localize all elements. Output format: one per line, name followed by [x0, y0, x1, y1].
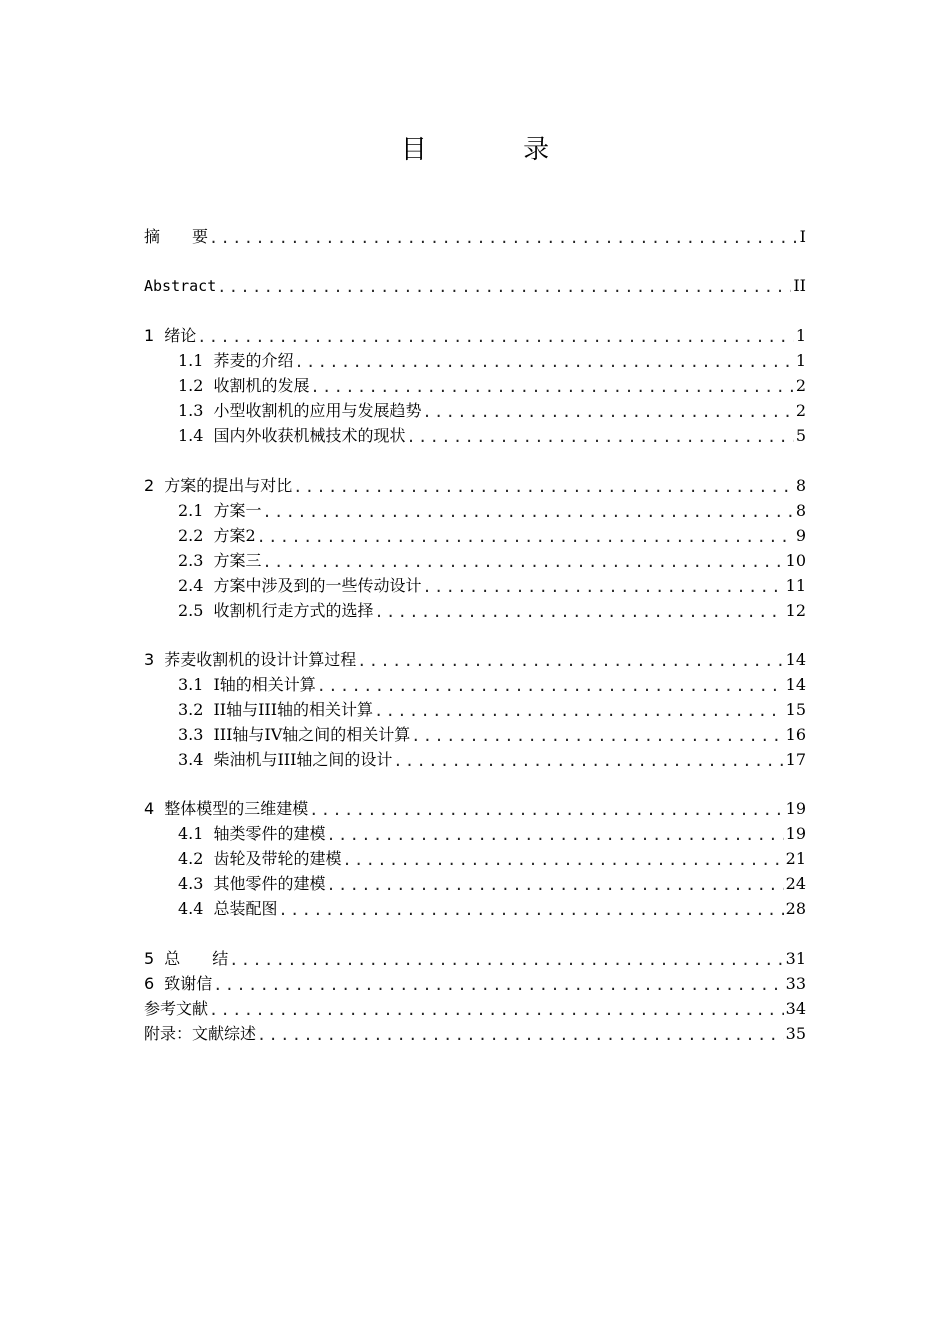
toc-entry-number: 2.3 — [178, 551, 204, 570]
toc-leader-dots — [357, 651, 783, 671]
toc-entry-page: 5 — [795, 426, 806, 445]
toc-entry-page: 28 — [785, 899, 806, 918]
toc-subentry[interactable] — [178, 699, 806, 721]
toc-subentry[interactable] — [178, 375, 806, 397]
toc-subentry[interactable] — [178, 873, 806, 895]
toc-entry-number: 1.1 — [178, 351, 204, 370]
toc-entry-number: 3.3 — [178, 725, 204, 744]
toc-entry[interactable] — [144, 973, 806, 995]
toc-entry[interactable] — [144, 649, 806, 671]
page-title: 目 录 — [400, 135, 594, 165]
toc-entry-label: 参考文献 — [144, 999, 209, 1018]
toc-entry-page: 31 — [785, 949, 806, 968]
toc-entry-page: 19 — [785, 799, 806, 818]
toc-entry-page: 10 — [785, 551, 806, 570]
toc-entry-label: 收割机行走方式的选择 — [213, 601, 374, 620]
toc-entry-label: 方案2 — [213, 526, 256, 545]
toc-entry-number: 6 — [144, 974, 155, 993]
toc-leader-dots — [229, 950, 783, 970]
toc-leader-dots — [309, 800, 783, 820]
toc-leader-dots — [293, 477, 794, 497]
toc-entry-label: 国内外收获机械技术的现状 — [213, 426, 406, 445]
toc-subentry[interactable] — [178, 350, 806, 372]
toc-leader-dots — [213, 975, 783, 995]
toc-entry-page: 11 — [785, 576, 806, 595]
toc-leader-dots — [197, 327, 794, 347]
toc-entry-number: 3.1 — [178, 675, 204, 694]
toc-leader-dots — [411, 726, 783, 746]
toc-leader-dots — [317, 676, 784, 696]
toc-entry-page: 2 — [795, 401, 806, 420]
toc-entry-page: 1 — [795, 326, 806, 345]
toc-entry[interactable] — [144, 948, 806, 970]
toc-entry-number: 1 — [144, 326, 155, 345]
toc-entry-label: 柴油机与III轴之间的设计 — [213, 750, 393, 769]
toc-entry[interactable] — [144, 998, 806, 1020]
toc-leader-dots — [422, 402, 793, 422]
toc-entry-label: 轴类零件的建模 — [213, 824, 326, 843]
toc-leader-dots — [262, 502, 793, 522]
toc-entry-number: 1.2 — [178, 376, 204, 395]
toc-entry-number: 1.4 — [178, 426, 204, 445]
toc-entry-number: 2.1 — [178, 501, 204, 520]
toc-entry-label: 小型收割机的应用与发展趋势 — [213, 401, 422, 420]
toc-entry[interactable] — [144, 226, 806, 248]
toc-subentry[interactable] — [178, 674, 806, 696]
toc-subentry[interactable] — [178, 525, 806, 547]
toc-leader-dots — [278, 900, 783, 920]
toc-leader-dots — [422, 577, 783, 597]
toc-leader-dots — [257, 1025, 784, 1045]
toc-entry-number: 2.2 — [178, 526, 204, 545]
toc-subentry[interactable] — [178, 823, 806, 845]
toc-entry-page: 15 — [785, 700, 806, 719]
toc-entry-label: 方案三 — [213, 551, 262, 570]
toc-subentry[interactable] — [178, 575, 806, 597]
toc-entry[interactable] — [144, 325, 806, 347]
toc-entry-label: 荞麦收割机的设计计算过程 — [164, 650, 357, 669]
toc-leader-dots — [294, 352, 793, 372]
toc-leader-dots — [374, 701, 784, 721]
toc-entry-number: 3 — [144, 650, 155, 669]
toc-entry-page: 19 — [785, 824, 806, 843]
toc-entry-page: 34 — [785, 999, 806, 1018]
toc-leader-dots — [262, 552, 783, 572]
toc-subentry[interactable] — [178, 400, 806, 422]
toc-entry-number: 4.2 — [178, 849, 204, 868]
toc-subentry[interactable] — [178, 550, 806, 572]
toc-entry-label: III轴与IV轴之间的相关计算 — [213, 725, 411, 744]
toc-leader-dots — [374, 602, 783, 622]
toc-leader-dots — [393, 751, 783, 771]
toc-entry-number: 2.4 — [178, 576, 204, 595]
toc-entry-page: 14 — [785, 675, 806, 694]
toc-entry-page: 33 — [785, 974, 806, 993]
toc-entry-label: 摘 要 — [144, 227, 209, 246]
toc-entry-page: 8 — [795, 501, 806, 520]
toc-entry-label: 总装配图 — [213, 899, 278, 918]
toc-subentry[interactable] — [178, 724, 806, 746]
toc-entry-label: 荞麦的介绍 — [213, 351, 294, 370]
toc-entry-number: 4.1 — [178, 824, 204, 843]
toc-leader-dots — [209, 1000, 784, 1020]
toc-entry-page: 8 — [795, 476, 806, 495]
toc-subentry[interactable] — [178, 749, 806, 771]
toc-leader-dots — [326, 825, 783, 845]
toc-entry-number: 2.5 — [178, 601, 204, 620]
toc-entry-label: 其他零件的建模 — [213, 874, 326, 893]
toc-entry-label: 收割机的发展 — [213, 376, 310, 395]
toc-entry-page: II — [793, 276, 806, 295]
toc-leader-dots — [310, 377, 793, 397]
toc-entry-label: 整体模型的三维建模 — [164, 799, 309, 818]
toc-subentry[interactable] — [178, 898, 806, 920]
toc-subentry[interactable] — [178, 500, 806, 522]
toc-entry-number: 5 — [144, 949, 155, 968]
toc-entry-number: 1.3 — [178, 401, 204, 420]
toc-leader-dots — [406, 427, 793, 447]
toc-entry[interactable] — [144, 475, 806, 497]
toc-entry-number: 3.2 — [178, 700, 204, 719]
toc-entry-page: 1 — [795, 351, 806, 370]
toc-entry-label: Abstract — [144, 277, 217, 295]
toc-entry-label: 附录：文献综述 — [144, 1024, 257, 1043]
toc-entry-page: I — [799, 227, 806, 246]
toc-leader-dots — [326, 875, 783, 895]
toc-entry-page: 14 — [785, 650, 806, 669]
toc-entry-page: 12 — [785, 601, 806, 620]
toc-entry-number: 4 — [144, 799, 155, 818]
toc-entry-label: 绪论 — [164, 326, 197, 345]
toc-entry-label: 方案一 — [213, 501, 262, 520]
toc-entry-label: 齿轮及带轮的建模 — [213, 849, 342, 868]
toc-leader-dots — [217, 277, 791, 297]
toc-leader-dots — [257, 527, 794, 547]
toc-subentry[interactable] — [178, 848, 806, 870]
toc-entry-number: 3.4 — [178, 750, 204, 769]
toc-leader-dots — [209, 228, 798, 248]
toc-entry-label: 方案中涉及到的一些传动设计 — [213, 576, 422, 595]
toc-entry[interactable] — [144, 1023, 806, 1045]
toc-entry-page: 16 — [785, 725, 806, 744]
toc-entry-page: 2 — [795, 376, 806, 395]
toc-entry-number: 2 — [144, 476, 155, 495]
toc-entry-page: 9 — [795, 526, 806, 545]
toc-subentry[interactable] — [178, 425, 806, 447]
toc-entry-label: 总 结 — [164, 949, 229, 968]
toc-leader-dots — [342, 850, 783, 870]
toc-entry[interactable] — [144, 798, 806, 820]
toc-entry[interactable] — [144, 275, 806, 297]
toc-entry-page: 35 — [785, 1024, 806, 1043]
toc-entry-label: II轴与III轴的相关计算 — [213, 700, 374, 719]
toc-entry-page: 24 — [785, 874, 806, 893]
toc-entry-number: 4.3 — [178, 874, 204, 893]
toc-entry-number: 4.4 — [178, 899, 204, 918]
toc-entry-page: 21 — [785, 849, 806, 868]
toc-entry-page: 17 — [785, 750, 806, 769]
toc-subentry[interactable] — [178, 600, 806, 622]
toc-entry-label: 致谢信 — [164, 974, 213, 993]
toc-entry-label: I轴的相关计算 — [213, 675, 316, 694]
toc-entry-label: 方案的提出与对比 — [164, 476, 293, 495]
